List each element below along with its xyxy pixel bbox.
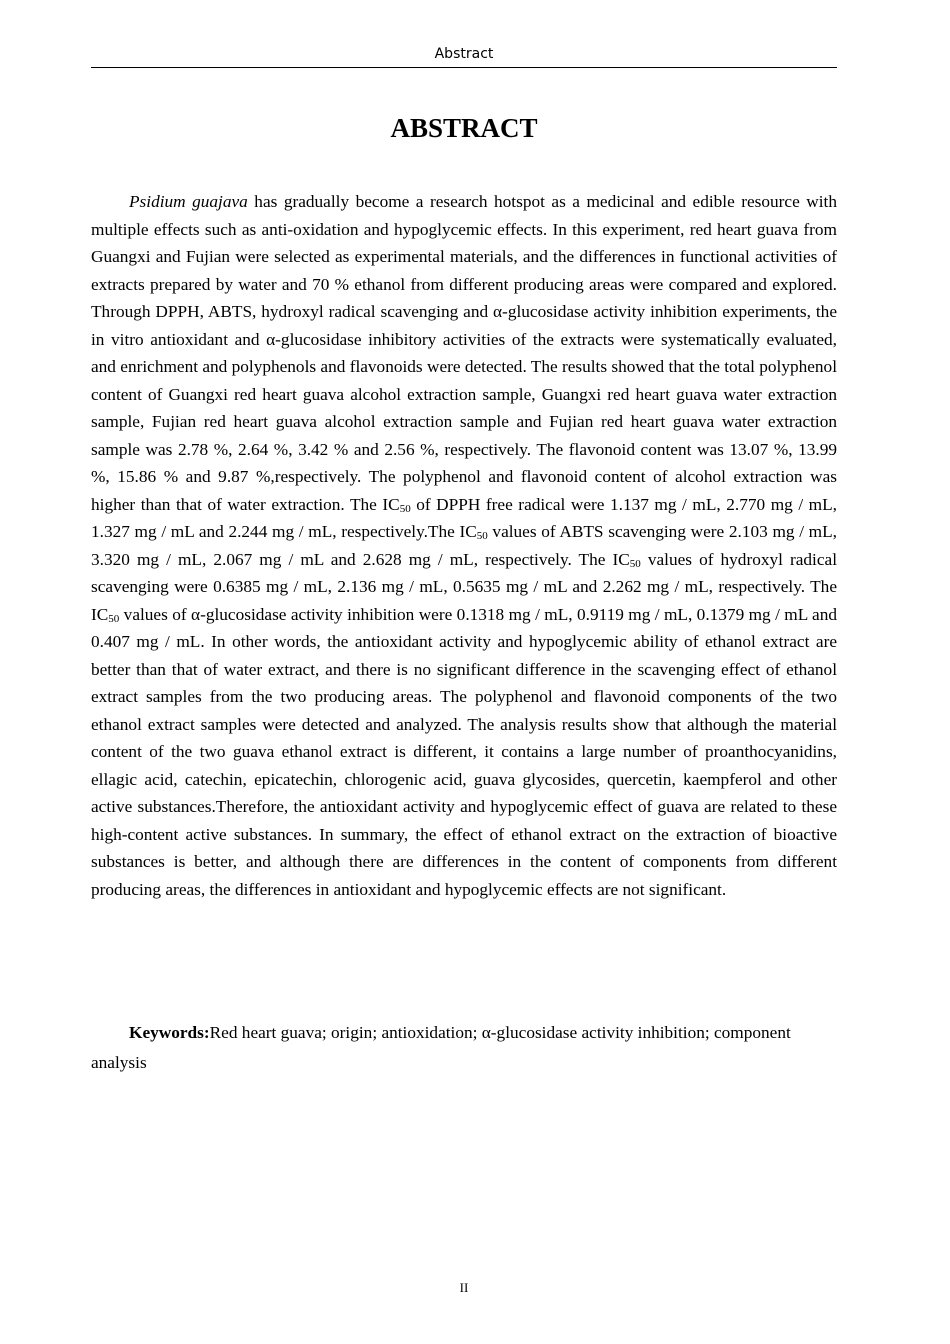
abstract-text-5: values of α-glucosidase activity inhibition were 0.1318 mg / mL, 0.9119 mg / mL, 0.1379 mg / mL and 0.407 mg / mL. In other words, the antioxidant activity and hypoglycemic ability of ethanol extract are better than that of water extract, and there is no significant difference in the scavenging effect of ethanol extract samples from the two producing areas. The polyphenol and flavonoid components of the two ethanol extract samples were detected and analyzed. The analysis results show that although the material content of the two guava ethanol extract is different, it contains a large number of proanthocyanidins, ellagic acid, catechin, epicatechin, chlorogenic acid, guava glycosides, quercetin, kaempferol and other active substances.Therefore, the antioxidant activity and hypoglycemic effect of guava are related to these high-content active substances. In summary, the effect of ethanol extract on the extraction of bioactive substances is better, and although there are differences in the content of components from different producing areas, the differences in antioxidant and hypoglycemic effects are not significant. [91,604,837,899]
abstract-text-1: has gradually become a research hotspot as a medicinal and edible resource with multiple effects such as anti-oxidation and hypoglycemic effects. In this experiment, red heart guava from Guangxi and Fujian were selected as experimental materials, and the differences in functional activities of extracts prepared by water and 70 % ethanol from different producing areas were compared and explored. Through DPPH, ABTS, hydroxyl radical scavenging and α-glucosidase activity inhibition experiments, the in vitro antioxidant and α-glucosidase inhibitory activities of the extracts were systematically evaluated, and enrichment and polyphenols and flavonoids were detected. The results showed that the total polyphenol content of Guangxi red heart guava alcohol extraction sample, Guangxi red heart guava water extraction sample, Fujian red heart guava alcohol extraction sample and Fujian red heart guava water extraction sample was 2.78 %, 2.64 %, 3.42 % and 2.56 %, respectively. The flavonoid content was 13.07 %, 13.99 %, 15.86 % and 9.87 %,respectively. The polyphenol and flavonoid content of alcohol extraction was higher than that of water extraction. The IC [91,192,837,514]
running-header: Abstract [434,46,494,62]
page-title: ABSTRACT [390,113,538,143]
ic50-subscript: 50 [399,502,411,515]
abstract-text-3: values of ABTS scavenging were 2.103 mg / mL, 3.320 mg / mL, 2.067 mg / mL and 2.628 mg / mL, respectively. The IC [91,522,837,569]
header-divider [91,67,837,68]
ic50-subscript: 50 [108,612,120,625]
page-number: II [459,1280,469,1295]
keywords-label: Keywords: [129,1023,210,1042]
abstract-text-2: of DPPH free radical were 1.137 mg / mL, 2.770 mg / mL, 1.327 mg / mL and 2.244 mg / mL, respectively.The IC [91,494,837,541]
keywords-paragraph [91,1018,837,1078]
abstract-paragraph [91,188,837,903]
ic50-subscript: 50 [476,530,488,542]
abstract-text-4: values of hydroxyl radical scavenging were 0.6385 mg / mL, 2.136 mg / mL, 0.5635 mg / mL and 2.262 mg / mL, respectively. The IC [91,549,838,624]
ic50-subscript: 50 [629,557,641,570]
species-name: Psidium guajava [129,192,248,211]
keywords-text: Red heart guava; origin; antioxidation; α-glucosidase activity inhibition; component analysis [91,1023,791,1072]
